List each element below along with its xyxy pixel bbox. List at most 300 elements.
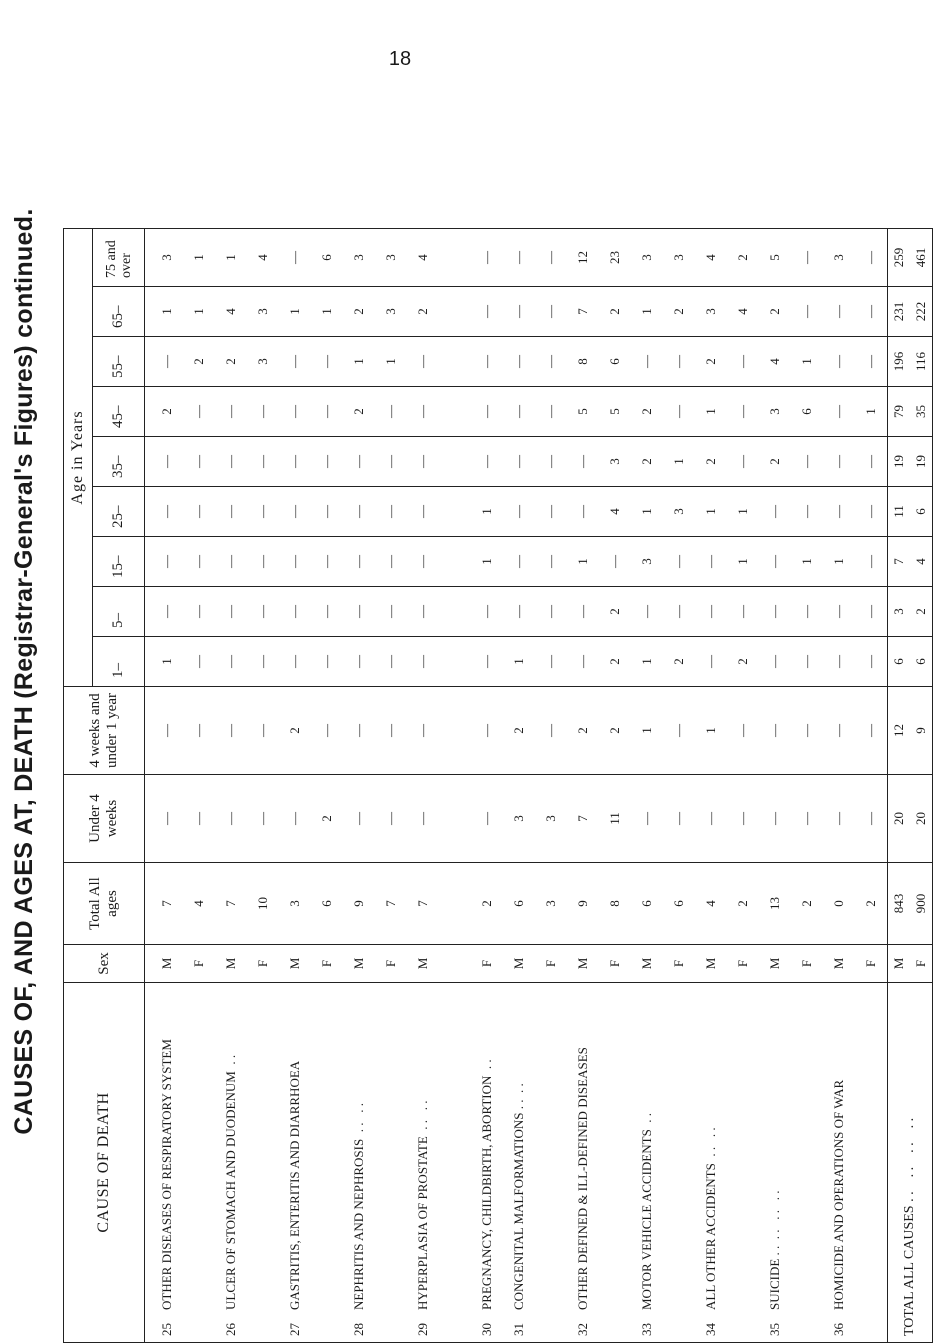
header-total: Total All ages — [64, 863, 145, 945]
count-value: 4 — [735, 308, 750, 315]
count-value: — — [543, 405, 558, 418]
count-value: — — [383, 605, 398, 618]
total-value: 20 — [891, 812, 906, 825]
count-value: 9 — [575, 900, 590, 907]
count-value: — — [671, 812, 686, 825]
count-value: — — [767, 724, 782, 737]
count-value: — — [159, 505, 174, 518]
count-value: 2 — [671, 308, 686, 315]
total-col-a65 — [888, 287, 933, 337]
count-value: 2 — [159, 408, 174, 415]
count-value: 12 — [575, 251, 590, 264]
count-value: 1 — [479, 508, 494, 515]
cause-line — [759, 983, 791, 1336]
total-col-a35 — [888, 437, 933, 487]
count-value — [439, 537, 471, 586]
total-value: 900 — [913, 893, 928, 914]
count-value: 1 — [575, 558, 590, 565]
cause-leader-dots: . . . . . . — [767, 1190, 782, 1246]
count-value: 2 — [639, 408, 654, 415]
count-value: — — [575, 605, 590, 618]
count-value: — — [735, 455, 750, 468]
sex-value: M — [831, 957, 846, 970]
cause-number: 29 — [415, 1323, 430, 1336]
count-value: — — [543, 355, 558, 368]
causes-table — [63, 228, 933, 1343]
sex-value: F — [799, 959, 814, 968]
count-value: 2 — [319, 815, 334, 822]
count-value — [439, 337, 471, 386]
count-value: — — [479, 405, 494, 418]
count-value: 1 — [863, 408, 878, 415]
count-value: 3 — [511, 815, 526, 822]
total-value: 9 — [913, 727, 928, 734]
count-value: — — [159, 455, 174, 468]
count-value: — — [383, 724, 398, 737]
count-value: — — [831, 405, 846, 418]
cause-line — [407, 983, 439, 1336]
count-value: — — [863, 455, 878, 468]
count-value: 3 — [255, 358, 270, 365]
sex-value: F — [383, 959, 398, 968]
count-value: 3 — [671, 508, 686, 515]
count-value: 2 — [767, 458, 782, 465]
cause-number: 26 — [223, 1323, 238, 1336]
count-value: 11 — [607, 812, 622, 825]
count-value: — — [543, 305, 558, 318]
count-value: — — [543, 555, 558, 568]
sex-value: F — [863, 959, 878, 968]
sex-value: F — [735, 959, 750, 968]
cause-line — [663, 983, 695, 1336]
count-value: — — [159, 812, 174, 825]
count-value: — — [415, 655, 430, 668]
total-value: 79 — [891, 405, 906, 418]
count-value: — — [319, 605, 334, 618]
count-value: — — [159, 724, 174, 737]
total-col-u4w — [888, 775, 933, 863]
count-value: — — [511, 605, 526, 618]
count-value: 4 — [607, 508, 622, 515]
sex-value — [439, 945, 471, 982]
count-value: 3 — [255, 308, 270, 315]
count-value: — — [287, 355, 302, 368]
count-value: 6 — [799, 408, 814, 415]
count-value: 5 — [575, 408, 590, 415]
total-value: 35 — [913, 405, 928, 418]
count-value: — — [479, 455, 494, 468]
count-value: 7 — [159, 900, 174, 907]
count-value: 2 — [607, 658, 622, 665]
count-value: — — [479, 655, 494, 668]
count-value: 5 — [607, 408, 622, 415]
cause-number: 33 — [639, 1323, 654, 1336]
count-value: 3 — [351, 254, 366, 261]
cause-name: ALL OTHER ACCIDENTS — [703, 1163, 718, 1310]
sex-value: F — [607, 959, 622, 968]
cause-leader-dots: . . . . — [351, 1103, 366, 1139]
cause-line — [439, 983, 471, 1336]
cause-line — [151, 983, 183, 1336]
count-value: — — [767, 555, 782, 568]
sex-column — [145, 945, 888, 983]
cause-number: 28 — [351, 1323, 366, 1336]
count-value — [439, 437, 471, 486]
total-row — [888, 229, 933, 1343]
count-value: — — [255, 405, 270, 418]
col-u4w — [145, 775, 888, 863]
total-value: 843 — [891, 893, 906, 914]
count-value: — — [511, 455, 526, 468]
count-value: 3 — [159, 254, 174, 261]
count-value: 7 — [575, 308, 590, 315]
count-value: — — [543, 505, 558, 518]
count-value: 3 — [767, 408, 782, 415]
age-header: 25– — [93, 487, 145, 537]
count-value: — — [255, 555, 270, 568]
total-col-total — [888, 863, 933, 945]
sex-value: F — [191, 959, 206, 968]
count-value: — — [831, 305, 846, 318]
cause-line — [247, 983, 279, 1336]
cause-leader-dots: . . — [479, 1059, 494, 1076]
count-value: 1 — [383, 358, 398, 365]
cause-number: 30 — [479, 1323, 494, 1336]
count-value: — — [511, 555, 526, 568]
count-value: — — [191, 505, 206, 518]
count-value: — — [191, 605, 206, 618]
cause-name: OTHER DEFINED & ILL-DEFINED DISEASES — [575, 1047, 590, 1310]
total-col-sex — [888, 945, 933, 983]
count-value: — — [255, 605, 270, 618]
cause-number: 35 — [767, 1323, 782, 1336]
cause-leader-dots: . . . . — [703, 1127, 718, 1164]
count-value: — — [863, 724, 878, 737]
count-value: 2 — [703, 358, 718, 365]
count-value: 2 — [703, 458, 718, 465]
count-value: — — [831, 455, 846, 468]
count-value: — — [287, 812, 302, 825]
cause-line — [183, 983, 215, 1336]
count-value: — — [383, 455, 398, 468]
total-col-w4 — [888, 687, 933, 775]
count-value: 1 — [351, 358, 366, 365]
count-value: — — [223, 405, 238, 418]
count-value: — — [351, 455, 366, 468]
count-value: — — [223, 655, 238, 668]
total-value: 461 — [913, 247, 928, 268]
count-value: 1 — [671, 458, 686, 465]
count-value: — — [223, 555, 238, 568]
cause-name: PREGNANCY, CHILDBIRTH, ABORTION — [479, 1075, 494, 1310]
count-value: — — [863, 812, 878, 825]
count-value: — — [351, 812, 366, 825]
count-value: — — [575, 655, 590, 668]
age-header: 75 and over — [93, 229, 145, 287]
count-value: 2 — [767, 308, 782, 315]
count-value: — — [255, 724, 270, 737]
total-col-a75 — [888, 229, 933, 287]
count-value: 2 — [735, 658, 750, 665]
count-value: — — [607, 555, 622, 568]
count-value: 6 — [607, 358, 622, 365]
count-value: 1 — [735, 508, 750, 515]
count-value: — — [383, 555, 398, 568]
total-col-a55 — [888, 337, 933, 387]
count-value: — — [223, 812, 238, 825]
count-value: — — [319, 505, 334, 518]
count-value: — — [863, 505, 878, 518]
count-value: — — [191, 555, 206, 568]
count-value: — — [287, 605, 302, 618]
count-value — [439, 687, 471, 774]
cause-line — [823, 983, 855, 1336]
count-value: 2 — [671, 658, 686, 665]
cause-line — [631, 983, 663, 1336]
count-value: 2 — [287, 727, 302, 734]
count-value: — — [799, 505, 814, 518]
count-value: — — [863, 305, 878, 318]
count-value — [439, 229, 471, 286]
count-value: 4 — [415, 254, 430, 261]
causes-body — [145, 229, 933, 1343]
count-value: — — [287, 405, 302, 418]
count-value: 3 — [639, 558, 654, 565]
count-value: — — [735, 724, 750, 737]
count-value: — — [319, 405, 334, 418]
cause-line — [567, 983, 599, 1336]
count-value: — — [415, 355, 430, 368]
sex-value: M — [159, 957, 174, 970]
cause-line — [855, 983, 887, 1336]
total-value: 6 — [891, 658, 906, 665]
count-value: — — [543, 251, 558, 264]
total-value: 2 — [913, 608, 928, 615]
total-value: 196 — [891, 351, 906, 372]
count-value: — — [415, 605, 430, 618]
count-value: 2 — [511, 727, 526, 734]
total-value: 222 — [913, 301, 928, 322]
count-value: — — [191, 812, 206, 825]
count-value: 1 — [159, 308, 174, 315]
total-value: 7 — [891, 558, 906, 565]
count-value: — — [671, 555, 686, 568]
count-value: — — [223, 605, 238, 618]
count-value: 9 — [351, 900, 366, 907]
age-header: 5– — [93, 587, 145, 637]
count-value: — — [511, 355, 526, 368]
count-value: — — [351, 655, 366, 668]
total-value: 6 — [913, 508, 928, 515]
count-value: — — [831, 655, 846, 668]
sex-value: F — [479, 959, 494, 968]
count-value: 1 — [511, 658, 526, 665]
count-value: — — [383, 405, 398, 418]
total-value: 20 — [913, 812, 928, 825]
age-header: 65– — [93, 287, 145, 337]
cause-line — [311, 983, 343, 1336]
col-a1 — [145, 637, 888, 687]
sex-value: M — [415, 957, 430, 970]
count-value: 3 — [383, 308, 398, 315]
count-value: — — [479, 305, 494, 318]
count-value: — — [831, 505, 846, 518]
count-value: 0 — [831, 900, 846, 907]
count-value: — — [223, 505, 238, 518]
page-title: CAUSES OF, AND AGES AT, DEATH (Registrar-General's Figures) continued. — [10, 208, 38, 1135]
total-value: 12 — [891, 724, 906, 737]
count-value: — — [863, 355, 878, 368]
count-value: — — [703, 605, 718, 618]
count-value: — — [479, 355, 494, 368]
count-value: — — [831, 724, 846, 737]
count-value: — — [383, 505, 398, 518]
page-number: 18 — [388, 48, 412, 70]
count-value: 1 — [319, 308, 334, 315]
count-value: — — [415, 555, 430, 568]
count-value: 1 — [799, 558, 814, 565]
cause-leader-dots: . . . . — [415, 1100, 430, 1137]
count-value: — — [415, 455, 430, 468]
header-cause: CAUSE OF DEATH — [64, 983, 145, 1343]
count-value: — — [575, 505, 590, 518]
count-value: — — [511, 305, 526, 318]
count-value: 5 — [767, 254, 782, 261]
sex-value: M — [511, 957, 526, 970]
count-value: 6 — [671, 900, 686, 907]
cause-line — [503, 983, 535, 1336]
col-a55 — [145, 337, 888, 387]
cause-name: NEPHRITIS AND NEPHROSIS — [351, 1138, 366, 1310]
cause-number: 32 — [575, 1323, 590, 1336]
count-value: — — [415, 405, 430, 418]
count-value: — — [255, 455, 270, 468]
count-value: 23 — [607, 251, 622, 264]
count-value: — — [671, 355, 686, 368]
sex-value: F — [671, 959, 686, 968]
count-value: — — [191, 724, 206, 737]
count-value: — — [831, 605, 846, 618]
sex-value: F — [255, 959, 270, 968]
count-value: — — [511, 251, 526, 264]
count-value: — — [863, 251, 878, 264]
count-value: 1 — [703, 727, 718, 734]
age-header: 1– — [93, 637, 145, 687]
count-value: — — [511, 405, 526, 418]
cause-number: 36 — [831, 1323, 846, 1336]
count-value: 2 — [863, 900, 878, 907]
count-value: 2 — [415, 308, 430, 315]
col-total — [145, 863, 888, 945]
count-value: — — [383, 812, 398, 825]
cause-column — [145, 983, 888, 1343]
count-value: 1 — [287, 308, 302, 315]
age-header: 15– — [93, 537, 145, 587]
count-value: 6 — [319, 254, 334, 261]
total-value: 6 — [913, 658, 928, 665]
count-value: — — [735, 812, 750, 825]
count-value: — — [511, 505, 526, 518]
count-value: — — [255, 505, 270, 518]
total-value: M — [891, 957, 906, 970]
count-value: — — [735, 605, 750, 618]
total-col-a25 — [888, 487, 933, 537]
count-value: — — [767, 655, 782, 668]
count-value: — — [191, 655, 206, 668]
count-value: 2 — [575, 727, 590, 734]
count-value: 7 — [415, 900, 430, 907]
count-value: — — [575, 455, 590, 468]
count-value: — — [863, 555, 878, 568]
count-value — [439, 587, 471, 636]
cause-name: MOTOR VEHICLE ACCIDENTS — [639, 1129, 654, 1310]
cause-name: SUICIDE . . — [767, 1245, 782, 1310]
count-value: 2 — [351, 408, 366, 415]
count-value — [439, 863, 471, 944]
header-under-4-weeks: Under 4 weeks — [64, 775, 145, 863]
count-value: 1 — [831, 558, 846, 565]
count-value: — — [255, 655, 270, 668]
cause-name: ULCER OF STOMACH AND DUODENUM — [223, 1071, 238, 1310]
count-value: — — [479, 251, 494, 264]
age-header: 55– — [93, 337, 145, 387]
count-value: 8 — [575, 358, 590, 365]
count-value: — — [735, 405, 750, 418]
count-value: — — [799, 655, 814, 668]
count-value: — — [735, 355, 750, 368]
count-value: — — [319, 724, 334, 737]
count-value: 3 — [831, 254, 846, 261]
total-value: 116 — [913, 351, 928, 372]
count-value: — — [639, 605, 654, 618]
count-value: — — [479, 724, 494, 737]
count-value: 4 — [703, 254, 718, 261]
count-value: — — [351, 505, 366, 518]
count-value: — — [863, 605, 878, 618]
count-value: 2 — [799, 900, 814, 907]
count-value: — — [543, 655, 558, 668]
total-value: 3 — [891, 608, 906, 615]
col-a35 — [145, 437, 888, 487]
count-value: 3 — [543, 900, 558, 907]
count-value: 1 — [191, 254, 206, 261]
count-value: — — [767, 505, 782, 518]
count-value: 3 — [287, 900, 302, 907]
count-value: — — [639, 355, 654, 368]
count-value: 10 — [255, 897, 270, 910]
count-value: 1 — [735, 558, 750, 565]
cause-leader-dots: . . — [639, 1112, 654, 1130]
count-value: — — [479, 812, 494, 825]
count-value: 4 — [255, 254, 270, 261]
count-value: 2 — [735, 254, 750, 261]
count-value: 3 — [639, 254, 654, 261]
cause-number: 34 — [703, 1323, 718, 1336]
cause-leader-dots: . . — [511, 1083, 526, 1100]
cause-line — [343, 983, 375, 1336]
total-col-a5 — [888, 587, 933, 637]
total-value: 11 — [891, 505, 906, 518]
count-value: — — [703, 555, 718, 568]
count-value: 13 — [767, 897, 782, 910]
count-value: — — [319, 355, 334, 368]
count-value: — — [703, 812, 718, 825]
count-value: 2 — [607, 608, 622, 615]
count-value: — — [287, 555, 302, 568]
cause-name: HOMICIDE AND OPERATIONS OF WAR — [831, 1079, 846, 1310]
count-value: — — [223, 724, 238, 737]
cause-number: 27 — [287, 1323, 302, 1336]
